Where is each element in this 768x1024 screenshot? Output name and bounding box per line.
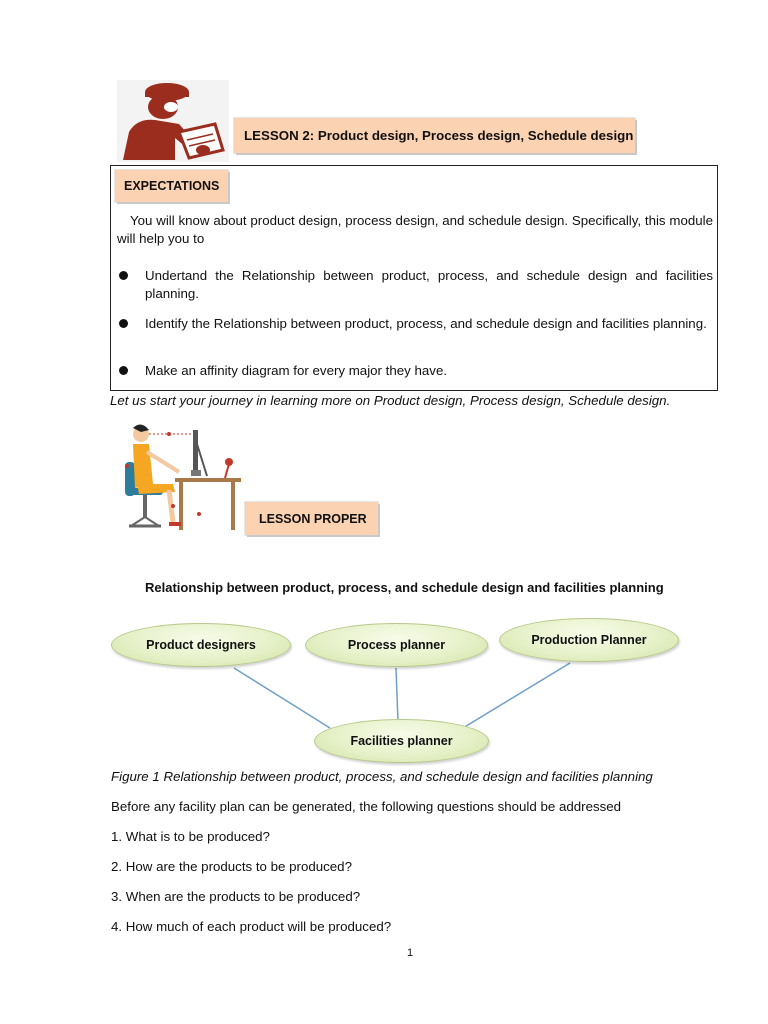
question-item: 3. When are the products to be produced? [111, 889, 361, 904]
node-product-designers [111, 623, 291, 667]
node-process-planner [305, 623, 488, 667]
node-label: Facilities planner [350, 734, 453, 748]
journey-text: Let us start your journey in learning more on Product design, Process design, Schedule design. [110, 393, 671, 408]
connector-product-facilities [234, 668, 330, 728]
expectations-intro: You will know about product design, process design, and schedule design. Specifically, this module will help you to [117, 213, 713, 246]
connector-production-facilities [463, 663, 570, 728]
node-production-planner [499, 618, 679, 662]
connector-process-facilities [396, 668, 398, 722]
question-item: 4. How much of each product will be produced? [111, 919, 392, 934]
node-label: Production Planner [531, 633, 647, 647]
list-item-text: Identify the Relationship between product, process, and schedule design and facilities planning. [145, 316, 707, 331]
lesson-proper-text: LESSON PROPER [259, 511, 367, 526]
page-number: 1 [407, 947, 414, 959]
figure-caption: Figure 1 Relationship between product, process, and schedule design and facilities planning [111, 769, 653, 784]
node-label: Process planner [347, 638, 446, 652]
lesson-title-text: LESSON 2: Product design, Process design, Schedule design [244, 128, 634, 143]
list-item-text: Make an affinity diagram for every major they have. [145, 363, 448, 378]
expectations-label-text: EXPECTATIONS [124, 179, 220, 193]
list-item-text: Undertand the Relationship between product, process, and schedule design and facilities planning. [145, 268, 713, 301]
section-heading: Relationship between product, process, and schedule design and facilities planning [145, 580, 664, 595]
node-label: Product designers [146, 638, 256, 652]
questions-intro: Before any facility plan can be generated, the following questions should be addressed [111, 799, 622, 814]
question-item: 2. How are the products to be produced? [111, 859, 352, 874]
question-item: 1. What is to be produced? [111, 829, 270, 844]
node-facilities-planner [314, 719, 489, 763]
